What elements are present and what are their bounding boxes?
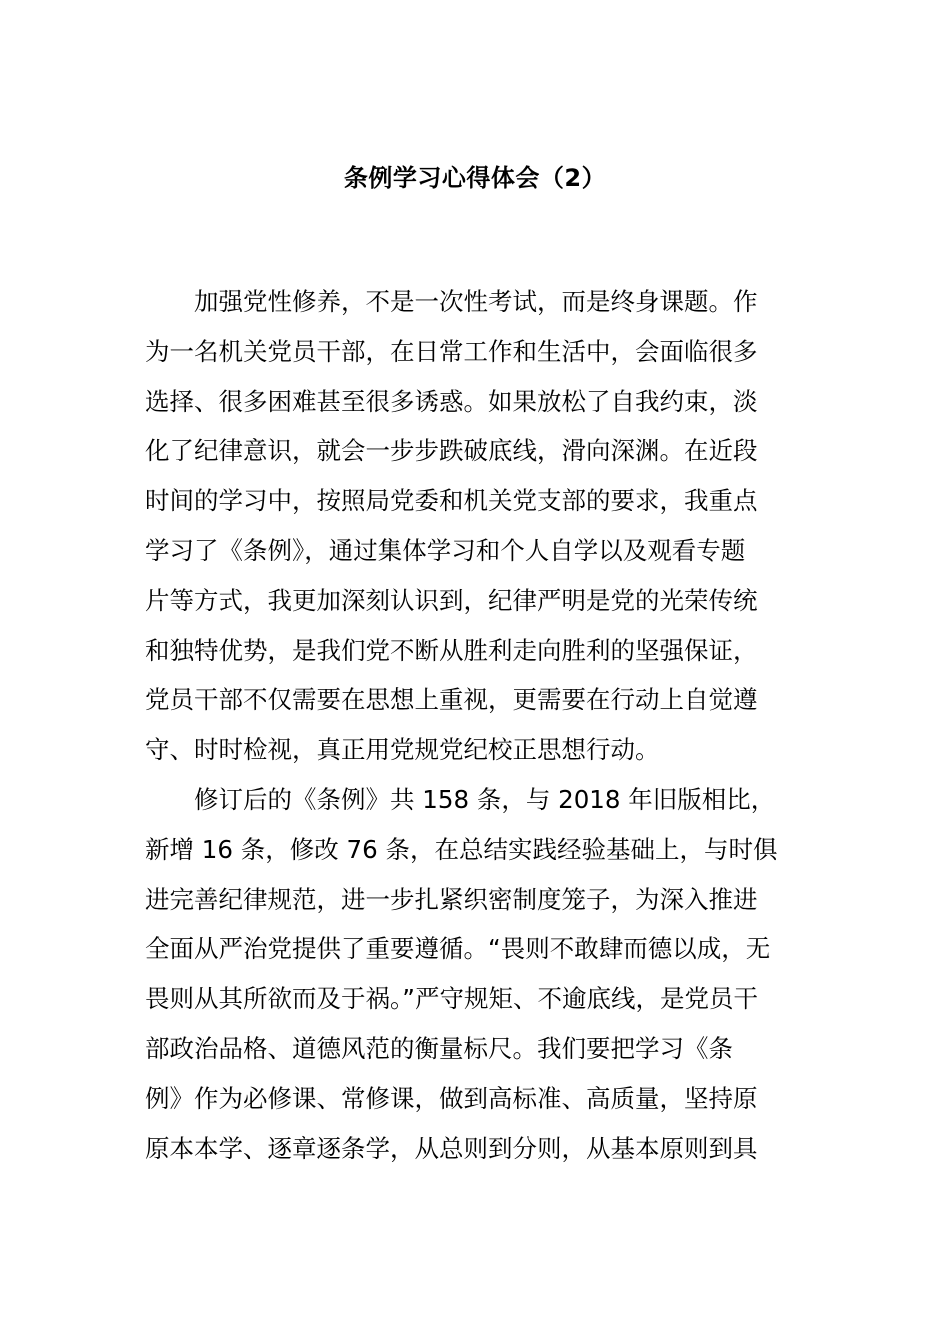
paragraph-2-line-8: 原本本学、逐章逐条学，从总则到分则，从基本原则到具: [145, 1133, 758, 1163]
paragraph-1-line-2: 为一名机关党员干部，在日常工作和生活中，会面临很多: [145, 336, 758, 366]
paragraph-1-line-4: 化了纪律意识，就会一步步跌破底线，滑向深渊。在近段: [145, 436, 758, 466]
paragraph-1-line-9: 党员干部不仅需要在思想上重视，更需要在行动上自觉遵: [145, 685, 758, 715]
paragraph-1-line-7: 片等方式，我更加深刻认识到，纪律严明是党的光荣传统: [145, 585, 758, 615]
paragraph-2-line-6: 部政治品格、道德风范的衡量标尺。我们要把学习《条: [145, 1033, 733, 1063]
paragraph-1-line-8: 和独特优势，是我们党不断从胜利走向胜利的坚强保证，: [145, 635, 758, 665]
paragraph-1-line-3: 选择、很多困难甚至很多诱惑。如果放松了自我约束，淡: [145, 386, 758, 416]
paragraph-2-line-7: 例》作为必修课、常修课，做到高标准、高质量，坚持原: [145, 1083, 758, 1113]
paragraph-1-line-10: 守、时时检视，真正用党规党纪校正思想行动。: [145, 735, 660, 765]
paragraph-2-line-4: 全面从严治党提供了重要遵循。“畏则不敢肆而德以成，无: [145, 934, 771, 964]
document-title: 条例学习心得体会（2）: [343, 164, 607, 192]
paragraph-2-line-2: 新增 16 条，修改 76 条，在总结实践经验基础上，与时俱: [145, 834, 778, 864]
paragraph-1-line-5: 时间的学习中，按照局党委和机关党支部的要求，我重点: [145, 486, 758, 516]
paragraph-2-line-3: 进完善纪律规范，进一步扎紧织密制度笼子，为深入推进: [145, 884, 758, 914]
paragraph-2-line-1: 修订后的《条例》共 158 条，与 2018 年旧版相比，: [194, 784, 776, 814]
document-body: [145, 280, 815, 1176]
paragraph-1-line-6: 学习了《条例》，通过集体学习和个人自学以及观看专题: [145, 535, 746, 565]
paragraph-2-line-5: 畏则从其所欲而及于祸。”严守规矩、不逾底线，是党员干: [145, 984, 758, 1014]
paragraph-1-line-1: 加强党性修养，不是一次性考试，而是终身课题。作: [194, 287, 758, 316]
